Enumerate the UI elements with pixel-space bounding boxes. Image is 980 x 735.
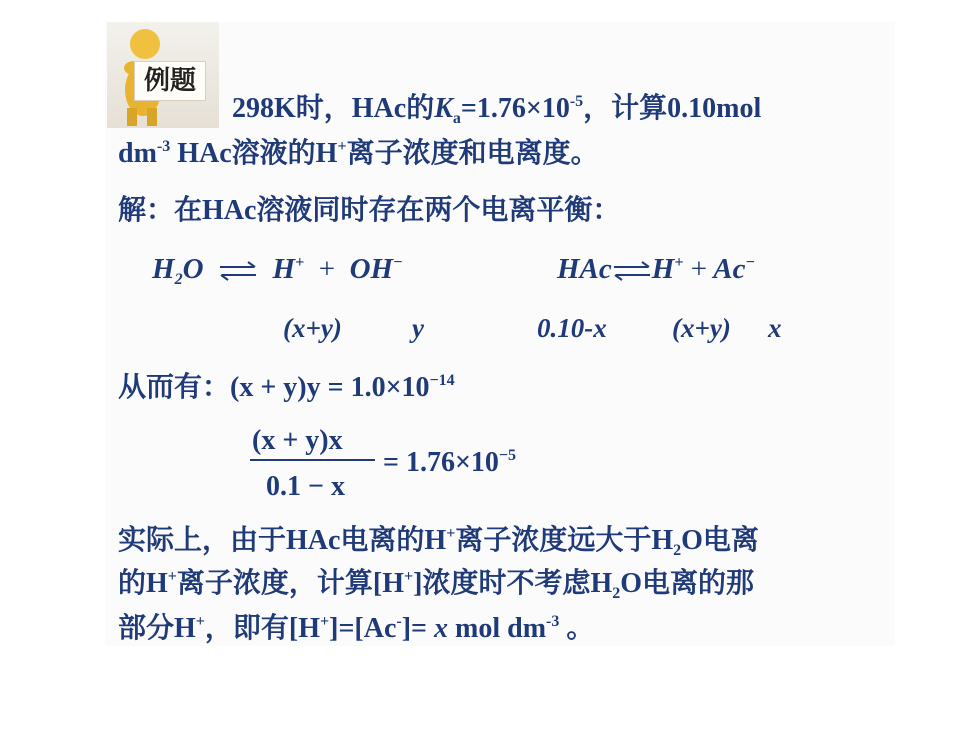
relation-lead: 从而有： — [118, 372, 231, 403]
charge-sup: - — [396, 613, 402, 630]
conclusion-text: 部分H — [118, 613, 196, 644]
conclusion-line-3 — [118, 612, 594, 646]
charge-sup: + — [446, 525, 456, 542]
conclusion-text: ]=[Ac — [329, 613, 397, 644]
ka-rhs-exponent: −5 — [498, 447, 517, 464]
eq-term: Ac — [713, 253, 746, 285]
problem-text: ，计算0.10mol — [583, 93, 762, 124]
eq-term: HAc — [557, 253, 612, 285]
kw-expression: (x + y)y = 1.0×10 — [230, 372, 430, 403]
conclusion-text: ]浓度时不考虑H — [413, 568, 613, 599]
ka-equation-rhs — [383, 446, 516, 480]
subscript: 2 — [673, 542, 682, 559]
charge-sup: + — [167, 568, 177, 585]
conc-water-h: (x+y) — [283, 313, 342, 343]
ka-rhs-value: = 1.76×10 — [383, 447, 499, 478]
conclusion-text: 离子浓度远大于H — [455, 525, 674, 556]
conc-hac-h: (x+y) — [672, 313, 731, 343]
charge-sup: + — [404, 568, 414, 585]
fraction-denominator: 0.1 − x — [266, 471, 345, 502]
conc-hac: 0.10-x — [537, 313, 607, 343]
eq-term: H — [152, 253, 175, 285]
problem-line-2 — [118, 137, 599, 171]
charge-sup: + — [295, 254, 305, 271]
plus-sign: + — [690, 253, 708, 285]
conclusion-text: 实际上，由于HAc电离的H — [118, 525, 447, 556]
charge-sup: + — [337, 138, 347, 155]
water-equilibrium — [152, 253, 403, 286]
ka-value: =1.76×10 — [460, 93, 570, 124]
unit-text: dm — [118, 138, 157, 169]
conc-water-oh: y — [412, 313, 424, 343]
eq-term: O — [182, 253, 204, 285]
eq-term: H — [651, 253, 675, 285]
conclusion-text: 离子浓度，计算[H — [176, 568, 405, 599]
kw-exponent: −14 — [429, 372, 455, 389]
conclusion-text: O电离的那 — [620, 568, 755, 599]
ka-symbol: K — [434, 93, 453, 124]
variable-x: x — [434, 613, 449, 644]
fraction-numerator: (x + y)x — [252, 425, 343, 456]
eq-term: OH — [349, 253, 394, 285]
fraction-bar — [250, 459, 375, 461]
eq-term: H — [272, 253, 296, 285]
conclusion-line-2 — [118, 567, 754, 601]
problem-line-1 — [232, 92, 761, 126]
conclusion-text: ，即有[H — [204, 613, 321, 644]
charge-sup: + — [195, 613, 205, 630]
conclusion-text: 。 — [559, 613, 595, 644]
equilibrium-arrow-icon — [218, 261, 258, 281]
problem-text: 离子浓度和电离度。 — [346, 138, 599, 169]
conclusion-text: 的H — [118, 568, 168, 599]
charge-sup: + — [320, 613, 330, 630]
charge-sup: − — [745, 254, 756, 271]
problem-text: 298K时，HAc的 — [232, 93, 435, 124]
relation-line — [118, 371, 455, 405]
conclusion-text: O电离 — [681, 525, 759, 556]
charge-sup: − — [393, 254, 403, 271]
conclusion-line-1 — [118, 524, 759, 558]
eq-subscript: 2 — [174, 271, 183, 288]
charge-sup: + — [674, 254, 684, 271]
conclusion-text: ]= — [401, 613, 435, 644]
equilibrium-arrow-icon — [612, 261, 652, 281]
subscript: 2 — [612, 585, 621, 602]
unit-exponent: -3 — [156, 138, 171, 155]
plus-sign: + — [318, 253, 336, 285]
example-label: 例题 — [134, 61, 206, 101]
conc-ac: x — [768, 313, 782, 343]
unit-exponent: -3 — [546, 613, 560, 630]
ka-exponent: -5 — [569, 93, 584, 110]
ka-subscript: a — [452, 110, 461, 127]
hac-equilibrium — [557, 253, 755, 286]
problem-text: HAc溶液的H — [170, 138, 338, 169]
solution-intro: 解：在HAc溶液同时存在两个电离平衡： — [118, 195, 621, 226]
conclusion-text: mol dm — [448, 613, 547, 644]
